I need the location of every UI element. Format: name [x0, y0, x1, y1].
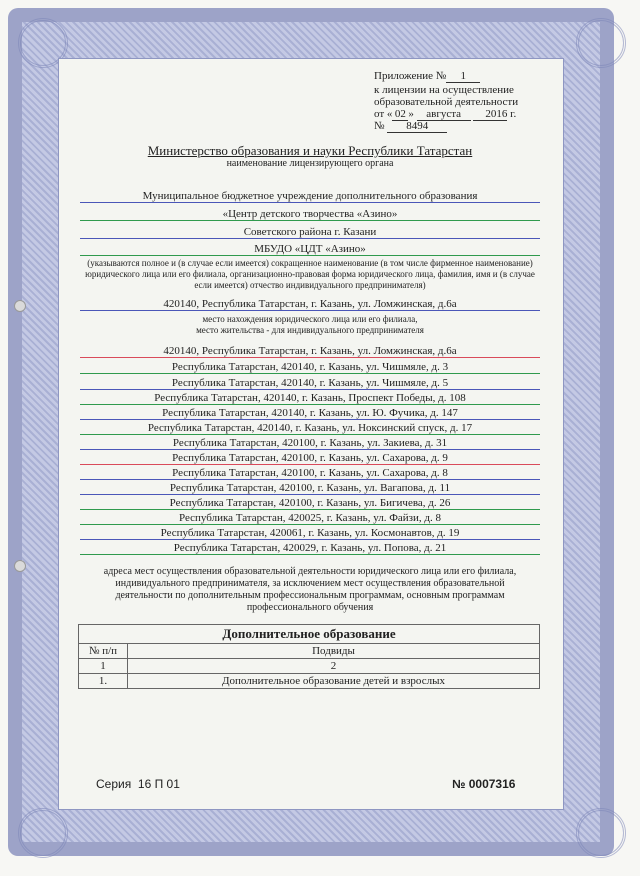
- place-address: 420140, Республика Татарстан, г. Казань, ул. Ломжинская, д.6а: [80, 345, 540, 358]
- place-address: Республика Татарстан, 420100, г. Казань, ул. Вагапова, д. 11: [80, 482, 540, 495]
- corner-ornament-icon: [18, 808, 68, 858]
- ministry-caption: наименование лицензирующего органа: [226, 158, 394, 169]
- place-address: Республика Татарстан, 420140, г. Казань, ул. Чишмяле, д. 5: [80, 377, 540, 390]
- place-address: Республика Татарстан, 420100, г. Казань, ул. Сахарова, д. 8: [80, 467, 540, 480]
- appendix-line: к лицензии на осуществление: [374, 84, 514, 96]
- appendix-label: Приложение № 1: [374, 70, 480, 83]
- place-address: Республика Татарстан, 420140, г. Казань, ул. Чишмяле, д. 3: [80, 361, 540, 374]
- punch-hole-icon: [14, 560, 26, 572]
- place-address: Республика Татарстан, 420140, г. Казань, Проспект Победы, д. 108: [80, 392, 540, 405]
- place-address: Республика Татарстан, 420061, г. Казань, ул. Космонавтов, д. 19: [80, 527, 540, 540]
- appendix-date: от « 02 » августа 2016 г.: [374, 108, 517, 120]
- series: Серия 16 П 01: [96, 777, 180, 791]
- table-header-cell: № п/п: [79, 644, 128, 659]
- education-table: [78, 624, 540, 689]
- place-address: Республика Татарстан, 420100, г. Казань, ул. Закиева, д. 31: [80, 437, 540, 450]
- table-cell: 1.: [79, 674, 128, 689]
- place-address: Республика Татарстан, 420029, г. Казань, ул. Попова, д. 21: [80, 542, 540, 555]
- table-cell: 2: [128, 659, 540, 674]
- ministry-name: Министерство образования и науки Республики Татарстан: [147, 143, 473, 158]
- place-address: Республика Татарстан, 420100, г. Казань, ул. Бигичева, д. 26: [80, 497, 540, 510]
- legal-address: 420140, Республика Татарстан, г. Казань, ул. Ломжинская, д.6а: [80, 298, 540, 311]
- table-cell: 1: [79, 659, 128, 674]
- legal-address-caption: место нахождения юридического лица или его филиала,: [202, 314, 418, 324]
- punch-hole-icon: [14, 300, 26, 312]
- table-row: [79, 674, 540, 689]
- org-name-line: «Центр детского творчества «Азино»: [80, 208, 540, 221]
- place-address: Республика Татарстан, 420140, г. Казань, ул. Ноксинский спуск, д. 17: [80, 422, 540, 435]
- place-address: Республика Татарстан, 420100, г. Казань, ул. Сахарова, д. 9: [80, 452, 540, 465]
- table-header-cell: Подвиды: [128, 644, 540, 659]
- table-cell: Дополнительное образование детей и взрослых: [128, 674, 540, 689]
- legal-address-caption: место жительства - для индивидуального предпринимателя: [196, 325, 424, 335]
- corner-ornament-icon: [576, 18, 626, 68]
- corner-ornament-icon: [576, 808, 626, 858]
- appendix-line: образовательной деятельности: [374, 96, 519, 108]
- registration-number: № 8494: [374, 120, 447, 133]
- places-caption: адреса мест осуществления образовательной деятельности юридического лица или его филиала, индивидуального предпринимателя, за исключением мест осуществления образовательной деятельности по дополнительным профессиональным программам, основным программам профессионального обучения: [103, 566, 517, 613]
- org-short-name: МБУДО «ЦДТ «Азино»: [80, 243, 540, 256]
- org-name-line: Советского района г. Казани: [80, 226, 540, 239]
- place-address: Республика Татарстан, 420025, г. Казань, ул. Файзи, д. 8: [80, 512, 540, 525]
- place-address: Республика Татарстан, 420140, г. Казань, ул. Ю. Фучика, д. 147: [80, 407, 540, 420]
- org-name-line: Муниципальное бюджетное учреждение дополнительного образования: [80, 190, 540, 203]
- org-caption: (указываются полное и (в случае если имеется) сокращенное наименование (в том числе фирменное наименование) юридического лица или его филиала, организационно-правовая форма юридического лица, фамилия, имя и (в случае если имеется) отчество индивидуального предпринимателя): [85, 258, 535, 290]
- form-number: № 0007316: [452, 777, 516, 791]
- table-title: Дополнительное образование: [79, 625, 540, 644]
